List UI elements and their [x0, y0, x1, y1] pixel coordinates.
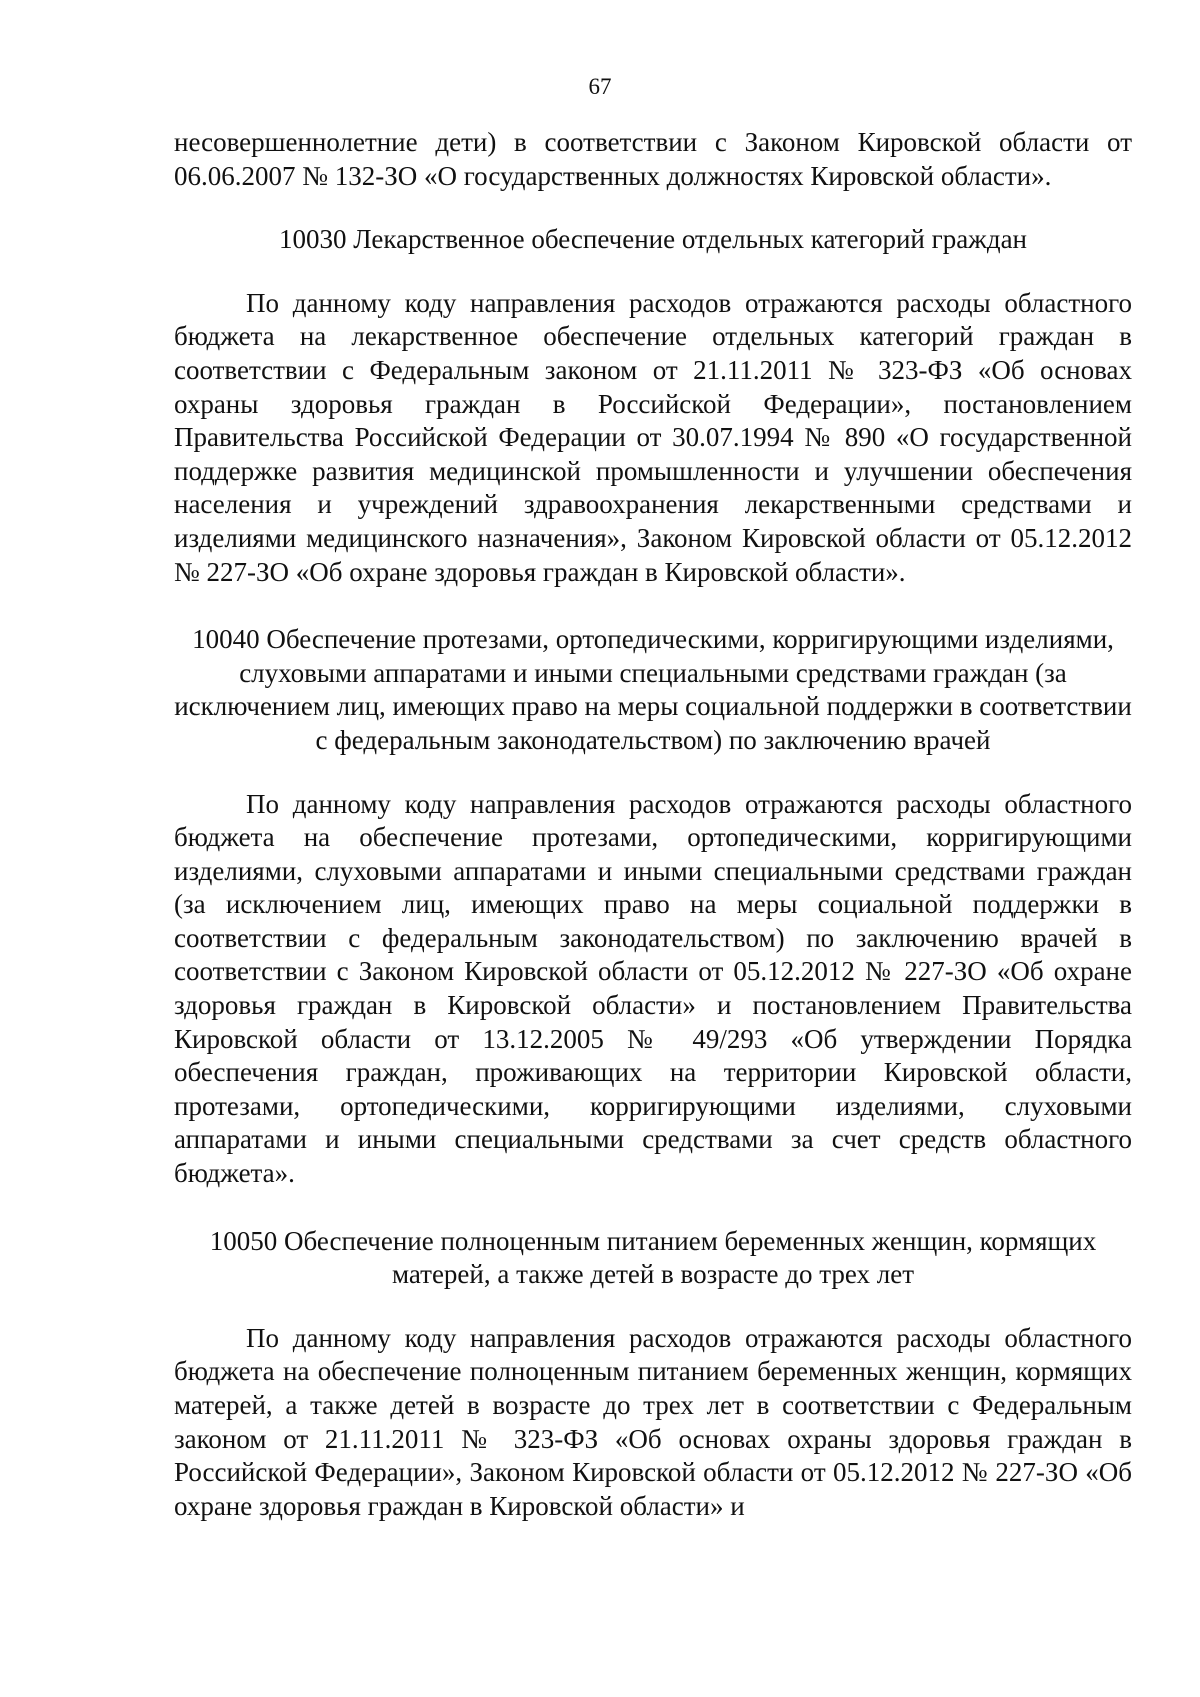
- page-number: 67: [588, 74, 612, 99]
- paragraph-10040: По данному коду направления расходов отражаются расходы областного бюджета на обеспечение протезами, ортопедическими, корригирующими изделиями, слуховыми аппаратами и иными специальными средствами граждан (за исключением лиц, имеющих право на меры социальной поддержки в соответствии с федеральным законодательством) по заключению врачей в соответствии с Законом Кировской области от 05.12.2012 № 227-ЗО «Об охране здоровья граждан в Кировской области» и постановлением Правительства Кировской области от 13.12.2005 № 49/293 «Об утверждении Порядка обеспечения граждан, проживающих на территории Кировской области, протезами, ортопедическими, корригирующими изделиями, слуховыми аппаратами и иными специальными средствами за счет средств областного бюджета».: [174, 788, 1132, 1189]
- section-heading-10050: 10050 Обеспечение полноценным питанием беременных женщин, кормящих матерей, а также детей в возрасте до трех лет: [209, 1225, 1097, 1290]
- paragraph-10050: По данному коду направления расходов отражаются расходы областного бюджета на обеспечение полноценным питанием беременных женщин, кормящих матерей, а также детей в возрасте до трех лет в соответствии с Федеральным законом от 21.11.2011 № 323-ФЗ «Об основах охраны здоровья граждан в Российской Федерации», Законом Кировской области от 05.12.2012 № 227-ЗО «Об охране здоровья граждан в Кировской области» и: [174, 1322, 1132, 1521]
- section-heading-10040: 10040 Обеспечение протезами, ортопедическими, корригирующими изделиями, слуховыми аппаратами и иными специальными средствами граждан (за исключением лиц, имеющих право на меры социальной поддержки в соответствии с федеральным законодательством) по заключению врачей: [174, 624, 1132, 755]
- paragraph-10030: По данному коду направления расходов отражаются расходы областного бюджета на лекарственное обеспечение отдельных категорий граждан в соответствии с Федеральным законом от 21.11.2011 № 323-ФЗ «Об основах охраны здоровья граждан в Российской Федерации», постановлением Правительства Российской Федерации от 30.07.1994 № 890 «О государственной поддержке развития медицинской промышленности и улучшении обеспечения населения и учреждений здравоохранения лекарственными средствами и изделиями медицинского назначения», Законом Кировской области от 05.12.2012 № 227-ЗО «Об охране здоровья граждан в Кировской области».: [174, 287, 1132, 587]
- page-content: [174, 126, 1132, 1523]
- section-heading-10030: 10030 Лекарственное обеспечение отдельных категорий граждан: [279, 224, 1027, 255]
- paragraph-continuation: несовершеннолетние дети) в соответствии с Законом Кировской области от 06.06.2007 № 132-ЗО «О государственных должностях Кировской области».: [174, 127, 1132, 191]
